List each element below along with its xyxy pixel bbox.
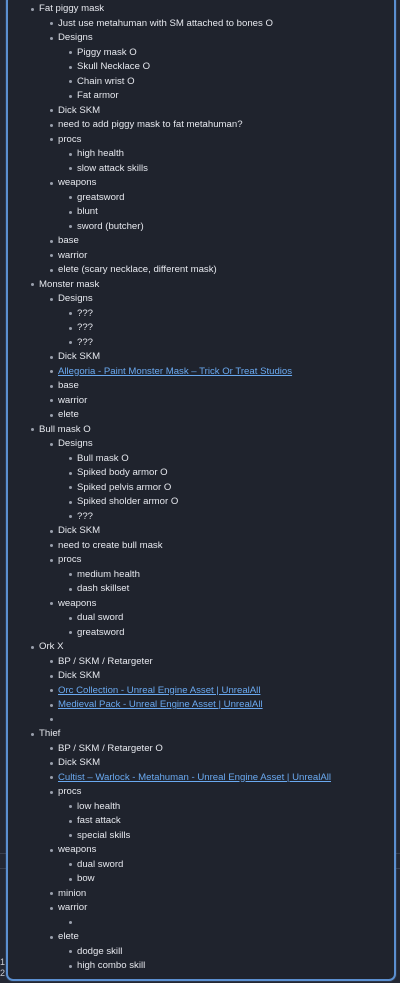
outline-item [77, 75, 386, 90]
outline-item [77, 162, 386, 177]
outline-item [58, 524, 386, 539]
outline-item [58, 394, 386, 409]
outline-label-designs[interactable]: Designs [58, 292, 386, 307]
outline-label-dick-skm[interactable]: Dick SKM [58, 669, 386, 684]
outline-label-designs[interactable]: Designs [58, 31, 386, 46]
outline-link-cultist-warlock-metahuman-unreal-engine-[interactable]: Cultist – Warlock - Metahuman - Unreal Engine Asset | UnrealAll [58, 771, 386, 786]
outline-item [77, 814, 386, 829]
outline-item [58, 292, 386, 350]
outline-label-bp-skm-retargeter-o[interactable]: BP / SKM / Retargeter O [58, 742, 386, 757]
outline-label-spiked-sholder-armor-o[interactable]: Spiked sholder armor O [77, 495, 386, 510]
outline-label-need-to-add-piggy-mask-to-fat-metahuman[interactable]: need to add piggy mask to fat metahuman? [58, 118, 386, 133]
outline-item [77, 46, 386, 61]
outline-item [58, 553, 386, 597]
outline-label-base[interactable]: base [58, 379, 386, 394]
outline-item [77, 626, 386, 641]
outline-label-chain-wrist-o[interactable]: Chain wrist O [77, 75, 386, 90]
outline-label-bull-mask-o[interactable]: Bull mask O [77, 452, 386, 467]
outline-label-low-health[interactable]: low health [77, 800, 386, 815]
outline-sublist [58, 191, 386, 235]
outline-item [77, 191, 386, 206]
outline-label-blunt[interactable]: blunt [77, 205, 386, 220]
outline-item [77, 959, 386, 974]
outline-label-special-skills[interactable]: special skills [77, 829, 386, 844]
outline-item [77, 945, 386, 960]
outline-label-dodge-skill[interactable]: dodge skill [77, 945, 386, 960]
outline-item [39, 727, 386, 974]
outline-sublist [58, 800, 386, 844]
outline-card[interactable] [6, 0, 396, 981]
outline-label-dick-skm[interactable]: Dick SKM [58, 756, 386, 771]
outline-item [58, 263, 386, 278]
outline-item [58, 771, 386, 786]
outline-item [58, 597, 386, 641]
outline-item [58, 669, 386, 684]
outline-label-empty[interactable]: ??? [77, 510, 386, 525]
outline-label-dick-skm[interactable]: Dick SKM [58, 524, 386, 539]
outline-label-fat-piggy-mask[interactable]: Fat piggy mask [39, 2, 386, 17]
outline-label-medium-health[interactable]: medium health [77, 568, 386, 583]
outline-item [58, 104, 386, 119]
outline-item [58, 379, 386, 394]
outline-item [77, 452, 386, 467]
outline-sublist [58, 611, 386, 640]
outline-item [39, 423, 386, 641]
outline-item [58, 742, 386, 757]
outline-item [58, 176, 386, 234]
outline-sublist [39, 655, 386, 728]
outline-label-spiked-pelvis-armor-o[interactable]: Spiked pelvis armor O [77, 481, 386, 496]
outline-sublist [58, 858, 386, 887]
outline-item [58, 133, 386, 177]
outline-label-weapons[interactable]: weapons [58, 843, 386, 858]
canvas-edge-text: 1 [0, 957, 6, 967]
outline-item [77, 611, 386, 626]
outline-item [58, 756, 386, 771]
outline-label-empty[interactable]: ??? [77, 321, 386, 336]
outline-item [58, 901, 386, 930]
outline-sublist [58, 945, 386, 974]
outline-label-dash-skillset[interactable]: dash skillset [77, 582, 386, 597]
outline-item [58, 539, 386, 554]
outline-sublist [58, 568, 386, 597]
outline-item [58, 249, 386, 264]
outline-label-warrior[interactable]: warrior [58, 901, 386, 916]
outline-label-warrior[interactable]: warrior [58, 249, 386, 264]
outline-item [77, 858, 386, 873]
outline-sublist [58, 916, 386, 931]
outline-label-greatsword[interactable]: greatsword [77, 191, 386, 206]
outline-label-elete[interactable]: elete [58, 930, 386, 945]
outline-sublist [58, 452, 386, 525]
outline-label-designs[interactable]: Designs [58, 437, 386, 452]
outline-item [39, 640, 386, 727]
outline-label-fast-attack[interactable]: fast attack [77, 814, 386, 829]
outline-item [77, 916, 386, 931]
outline-label-empty[interactable] [58, 713, 386, 728]
outline-sublist [39, 437, 386, 640]
outline-item [77, 800, 386, 815]
outline-label-ork-x[interactable]: Ork X [39, 640, 386, 655]
outline-sublist [58, 307, 386, 351]
outline-label-dick-skm[interactable]: Dick SKM [58, 104, 386, 119]
outline-item [58, 930, 386, 974]
outline-label-bp-skm-retargeter[interactable]: BP / SKM / Retargeter [58, 655, 386, 670]
outline-label-elete-scary-necklace-different-mask[interactable]: elete (scary necklace, different mask) [58, 263, 386, 278]
outline-item [39, 2, 386, 278]
outline-link-orc-collection-unreal-engine-asset-unrea[interactable]: Orc Collection - Unreal Engine Asset | UnrealAll [58, 684, 386, 699]
outline-link-medieval-pack-unreal-engine-asset-unreal[interactable]: Medieval Pack - Unreal Engine Asset | UnrealAll [58, 698, 386, 713]
outline-label-high-combo-skill[interactable]: high combo skill [77, 959, 386, 974]
outline-label-need-to-create-bull-mask[interactable]: need to create bull mask [58, 539, 386, 554]
outline-item [39, 278, 386, 423]
outline-item [58, 887, 386, 902]
outline-label-skull-necklace-o[interactable]: Skull Necklace O [77, 60, 386, 75]
outline-item [58, 684, 386, 699]
outline-item [77, 307, 386, 322]
outline-item [58, 785, 386, 843]
outline-item [58, 365, 386, 380]
outline-item [77, 582, 386, 597]
outline-sublist [58, 147, 386, 176]
outline-item [58, 655, 386, 670]
outline-item [58, 350, 386, 365]
outline-item [77, 60, 386, 75]
outline-label-greatsword[interactable]: greatsword [77, 626, 386, 641]
outline-item [77, 336, 386, 351]
outline-item [58, 698, 386, 713]
outline-label-high-health[interactable]: high health [77, 147, 386, 162]
outline-item [77, 872, 386, 887]
outline-item [77, 481, 386, 496]
outline-label-dual-sword[interactable]: dual sword [77, 858, 386, 873]
outline-label-slow-attack-skills[interactable]: slow attack skills [77, 162, 386, 177]
outline-item [77, 321, 386, 336]
outline-item [77, 205, 386, 220]
outline-label-weapons[interactable]: weapons [58, 176, 386, 191]
outline-label-empty[interactable] [77, 916, 386, 931]
outline-item [77, 510, 386, 525]
outline-label-procs[interactable]: procs [58, 785, 386, 800]
outline-link-allegoria-paint-monster-mask-trick-or-tr[interactable]: Allegoria - Paint Monster Mask – Trick Or Treat Studios [58, 365, 386, 380]
outline-list [20, 2, 386, 974]
outline-item [58, 31, 386, 104]
outline-item [77, 466, 386, 481]
outline-item [58, 437, 386, 524]
outline-label-dual-sword[interactable]: dual sword [77, 611, 386, 626]
outline-item [58, 713, 386, 728]
outline-label-base[interactable]: base [58, 234, 386, 249]
outline-label-piggy-mask-o[interactable]: Piggy mask O [77, 46, 386, 61]
outline-sublist [39, 292, 386, 423]
outline-label-bow[interactable]: bow [77, 872, 386, 887]
outline-label-just-use-metahuman-with-sm-attached-to-b[interactable]: Just use metahuman with SM attached to bones O [58, 17, 386, 32]
outline-item [58, 408, 386, 423]
outline-label-monster-mask[interactable]: Monster mask [39, 278, 386, 293]
outline-label-spiked-body-armor-o[interactable]: Spiked body armor O [77, 466, 386, 481]
outline-label-dick-skm[interactable]: Dick SKM [58, 350, 386, 365]
outline-label-empty[interactable]: ??? [77, 307, 386, 322]
outline-item [77, 495, 386, 510]
outline-label-warrior[interactable]: warrior [58, 394, 386, 409]
outline-item [58, 843, 386, 887]
outline-item [77, 89, 386, 104]
outline-label-thief[interactable]: Thief [39, 727, 386, 742]
outline-item [77, 147, 386, 162]
outline-sublist [39, 742, 386, 974]
outline-content [20, 2, 386, 974]
outline-label-empty[interactable]: ??? [77, 336, 386, 351]
outline-item [58, 234, 386, 249]
outline-label-procs[interactable]: procs [58, 553, 386, 568]
outline-label-procs[interactable]: procs [58, 133, 386, 148]
outline-item [77, 220, 386, 235]
outline-item [77, 829, 386, 844]
outline-label-bull-mask-o[interactable]: Bull mask O [39, 423, 386, 438]
outline-sublist [39, 17, 386, 278]
outline-label-fat-armor[interactable]: Fat armor [77, 89, 386, 104]
outline-label-sword-butcher[interactable]: sword (butcher) [77, 220, 386, 235]
outline-item [58, 118, 386, 133]
outline-item [77, 568, 386, 583]
outline-label-minion[interactable]: minion [58, 887, 386, 902]
canvas-edge-text: 2 [0, 968, 6, 978]
outline-label-elete[interactable]: elete [58, 408, 386, 423]
outline-label-weapons[interactable]: weapons [58, 597, 386, 612]
outline-sublist [58, 46, 386, 104]
outline-item [58, 17, 386, 32]
